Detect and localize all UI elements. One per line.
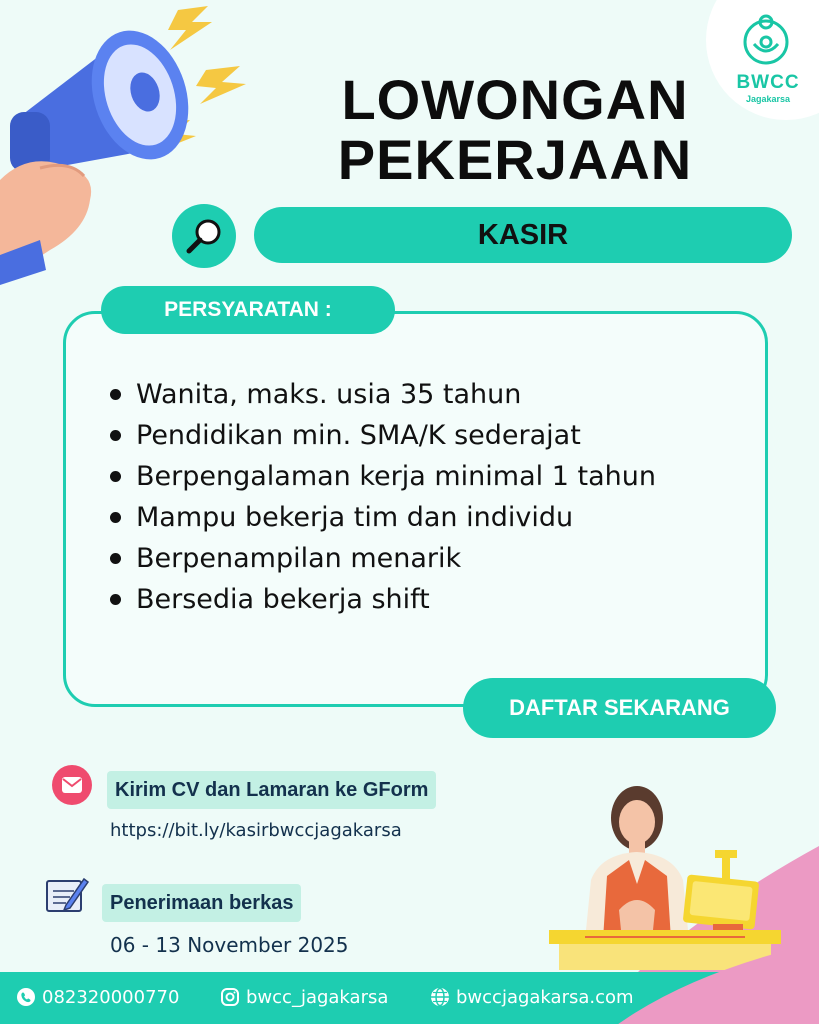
title-line-1: LOWONGAN (341, 68, 689, 131)
bullet-icon (110, 594, 121, 605)
document-pen-icon (44, 875, 90, 915)
list-item (106, 579, 756, 620)
list-item (106, 456, 756, 497)
requirement-text: Wanita, maks. usia 35 tahun (136, 379, 522, 410)
requirement-text: Mampu bekerja tim dan individu (136, 502, 574, 533)
bullet-icon (110, 430, 121, 441)
list-item (106, 415, 756, 456)
page-title (300, 70, 730, 190)
mail-icon (61, 776, 83, 794)
instagram-handle: bwcc_jagakarsa (246, 986, 389, 1008)
whatsapp-icon (16, 987, 36, 1007)
footer-phone[interactable] (16, 984, 179, 1010)
bullet-icon (110, 512, 121, 523)
gform-link[interactable]: https://bit.ly/kasirbwccjagakarsa (110, 820, 402, 841)
globe-icon (430, 987, 450, 1007)
requirement-text: Berpenampilan menarik (136, 543, 462, 574)
requirements-header: PERSYARATAN : (101, 286, 395, 334)
footer-instagram[interactable] (220, 984, 388, 1010)
logo-name: BWCC (736, 72, 800, 93)
bullet-icon (110, 471, 121, 482)
title-line-2: PEKERJAAN (337, 128, 693, 191)
bullet-icon (110, 553, 121, 564)
footer-decoration (610, 930, 819, 1024)
bwcc-logo-icon (740, 12, 792, 68)
requirements-list (106, 374, 756, 620)
list-item (106, 538, 756, 579)
footer-website[interactable] (430, 984, 634, 1010)
list-item (106, 497, 756, 538)
logo-subtitle: Jagakarsa (745, 94, 791, 104)
requirement-text: Bersedia bekerja shift (136, 584, 430, 615)
phone-number: 082320000770 (42, 986, 180, 1008)
list-item (106, 374, 756, 415)
search-icon (184, 216, 224, 256)
website-url: bwccjagakarsa.com (456, 986, 634, 1008)
search-badge (172, 204, 236, 268)
period-dates: 06 - 13 November 2025 (110, 933, 349, 957)
apply-now-button[interactable]: DAFTAR SEKARANG (463, 678, 776, 738)
bullet-icon (110, 389, 121, 400)
requirement-text: Berpengalaman kerja minimal 1 tahun (136, 461, 656, 492)
position-title: KASIR (254, 207, 792, 263)
period-label: Penerimaan berkas (102, 884, 301, 922)
requirement-text: Pendidikan min. SMA/K sederajat (136, 420, 581, 451)
mail-badge (52, 765, 92, 805)
submission-label: Kirim CV dan Lamaran ke GForm (107, 771, 436, 809)
instagram-icon (220, 987, 240, 1007)
